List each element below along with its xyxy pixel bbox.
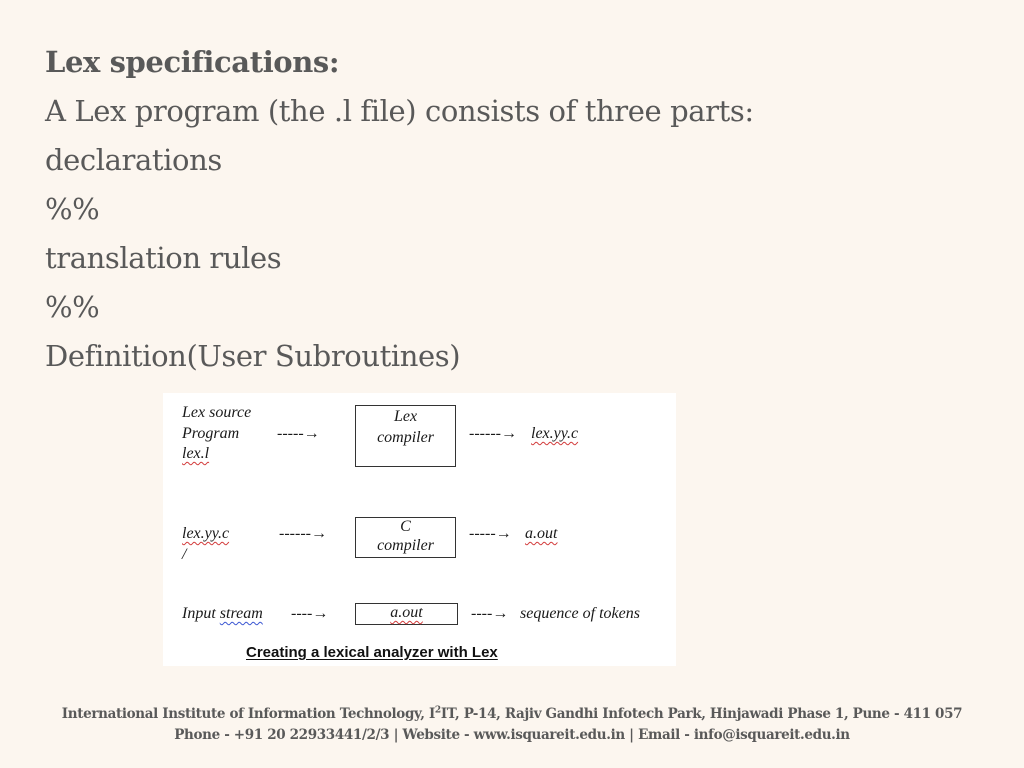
row2-output-arrow: -----→ xyxy=(469,525,512,542)
body-line-separator-1: %% xyxy=(45,192,100,226)
body-line-separator-2: %% xyxy=(45,290,100,324)
a-out-box-label: a.out xyxy=(390,604,423,621)
body-line-translation-rules: translation rules xyxy=(45,241,282,275)
body-line-declarations: declarations xyxy=(45,143,222,177)
row1-input-arrow: -----→ xyxy=(277,425,320,442)
footer-address: International Institute of Information Technology, $I^2IT$, P-14, Rajiv Gandhi Infotech Park, Hinjawadi Phase 1, Pune - 411 057 xyxy=(61,705,963,722)
c-compiler-line1: C xyxy=(400,518,411,535)
a-out-box xyxy=(355,603,458,625)
row2-input-line2: / xyxy=(182,546,187,563)
footer-contact: Phone - +91 20 22933441/2/3 | Website - www.isquareit.edu.in | Email - info@isquareit.edu.in xyxy=(174,727,850,743)
footer xyxy=(0,704,1024,746)
lex-compiler-box xyxy=(355,405,456,467)
lex-diagram xyxy=(163,393,676,666)
row1-output-arrow: ------→ xyxy=(469,425,517,442)
lex-compiler-line2: compiler xyxy=(377,429,434,446)
lex-compiler-line1: Lex xyxy=(393,408,418,425)
row2-output: a.out xyxy=(525,525,558,542)
c-compiler-line2: compiler xyxy=(377,537,434,554)
body-line-definition: Definition(User Subroutines) xyxy=(45,339,461,373)
row1-input-line1: Lex source xyxy=(182,404,252,421)
row1-output: lex.yy.c xyxy=(531,425,579,442)
row2-input-line1: lex.yy.c xyxy=(182,525,230,542)
row3-output: sequence of tokens xyxy=(520,605,640,622)
row3-input: Input stream xyxy=(182,605,263,622)
body-line-intro: A Lex program (the .l file) consists of three parts: xyxy=(45,94,754,128)
row2-input-arrow: ------→ xyxy=(279,525,327,542)
c-compiler-box xyxy=(355,517,456,558)
row1-input-line3: lex.l xyxy=(182,445,210,462)
row1-input-line2: Program xyxy=(182,425,240,442)
row3-input-arrow: ----→ xyxy=(291,605,329,622)
slide-heading: Lex specifications: xyxy=(45,45,340,79)
diagram-caption: Creating a lexical analyzer with Lex xyxy=(246,644,498,661)
slide-body xyxy=(45,38,985,381)
row3-output-arrow: ----→ xyxy=(471,605,509,622)
